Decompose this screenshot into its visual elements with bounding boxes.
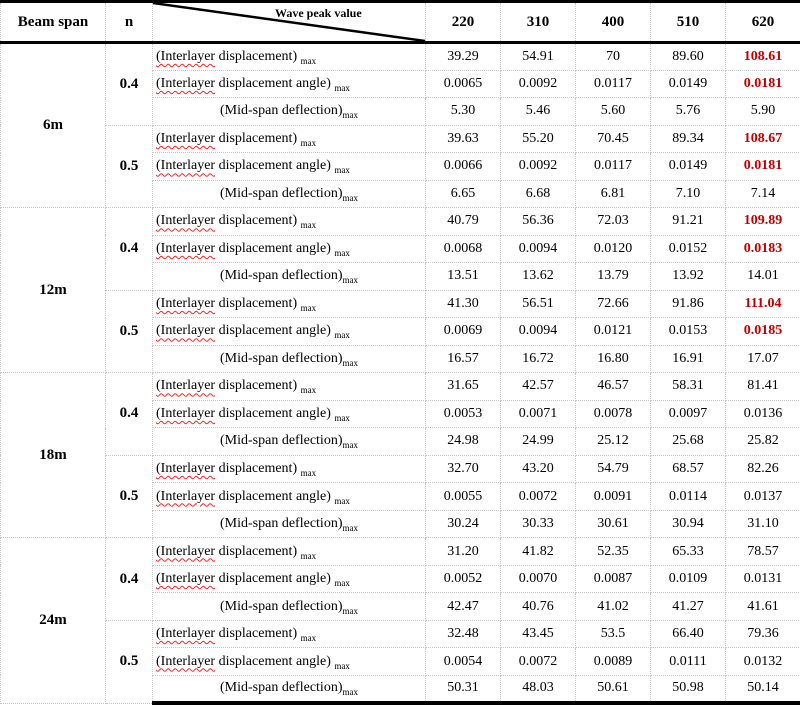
- metric-label-cell: (Interlayer displacement) $_{max}$: [153, 455, 426, 483]
- value-cell: 31.10: [726, 510, 800, 538]
- value-cell: 0.0181: [726, 70, 800, 98]
- value-cell: 5.60: [576, 98, 651, 126]
- value-cell: 41.27: [651, 593, 726, 621]
- metric-label-cell: (Interlayer displacement) $_{max}$: [153, 538, 426, 566]
- value-cell: 42.57: [501, 373, 576, 401]
- header-wave-220: 220: [426, 2, 501, 43]
- value-cell: 78.57: [726, 538, 800, 566]
- table-row: [1, 455, 800, 483]
- value-cell: 91.21: [651, 208, 726, 236]
- max-subscript: max: [342, 357, 358, 368]
- value-cell: 55.20: [501, 125, 576, 153]
- metric-label-cell: (Mid-span $deflection)_{max}$: [153, 428, 426, 456]
- value-cell: 30.61: [576, 510, 651, 538]
- value-cell: 0.0094: [501, 235, 576, 263]
- value-cell: 0.0153: [651, 318, 726, 346]
- max-subscript: max: [300, 550, 317, 561]
- n-value-cell: 0.4: [106, 373, 153, 456]
- metric-label-cell: (Interlayer displacement angle) $_{max}$: [153, 235, 426, 263]
- metric-label-cell: (Interlayer displacement angle) $_{max}$: [153, 70, 426, 98]
- value-cell: 43.45: [501, 620, 576, 648]
- value-cell: 16.80: [576, 345, 651, 373]
- value-cell: 54.79: [576, 455, 651, 483]
- value-cell: 0.0087: [576, 565, 651, 593]
- value-cell: 56.51: [501, 290, 576, 318]
- header-wave-peak-label: Wave peak value: [275, 6, 362, 20]
- metric-label-cell: (Interlayer displacement) $_{max}$: [153, 208, 426, 236]
- value-cell: 70.45: [576, 125, 651, 153]
- value-cell: 32.70: [426, 455, 501, 483]
- value-cell: 13.92: [651, 263, 726, 291]
- value-cell: 0.0132: [726, 648, 800, 676]
- max-subscript: max: [334, 495, 350, 506]
- max-subscript: max: [334, 82, 350, 93]
- value-cell: 7.10: [651, 180, 726, 208]
- metric-label-cell: (Interlayer displacement angle) $_{max}$: [153, 648, 426, 676]
- max-subscript: max: [342, 192, 358, 203]
- value-cell: 0.0097: [651, 400, 726, 428]
- max-subscript: max: [342, 275, 358, 286]
- value-cell: 0.0152: [651, 235, 726, 263]
- value-cell: 66.40: [651, 620, 726, 648]
- value-cell: 89.34: [651, 125, 726, 153]
- value-cell: 43.20: [501, 455, 576, 483]
- value-cell: 25.12: [576, 428, 651, 456]
- misspelled-word: (Interlayer: [156, 158, 216, 174]
- value-cell: 6.81: [576, 180, 651, 208]
- metric-label-cell: (Interlayer displacement) $_{max}$: [153, 290, 426, 318]
- misspelled-word: (Interlayer: [156, 130, 216, 146]
- value-cell: 0.0055: [426, 483, 501, 511]
- value-cell: 0.0072: [501, 483, 576, 511]
- metric-label-cell: (Interlayer displacement angle) $_{max}$: [153, 153, 426, 181]
- metric-label-cell: (Mid-span $deflection)_{max}$: [153, 98, 426, 126]
- value-cell: 41.30: [426, 290, 501, 318]
- max-subscript: max: [300, 137, 317, 148]
- value-cell: 108.61: [726, 43, 800, 71]
- value-cell: 25.68: [651, 428, 726, 456]
- table-row: [1, 373, 800, 401]
- header-wave-620: 620: [726, 2, 800, 43]
- value-cell: 41.82: [501, 538, 576, 566]
- header-beam-span: Beam span: [1, 2, 106, 43]
- misspelled-word: (Interlayer: [156, 543, 216, 559]
- value-cell: 42.47: [426, 593, 501, 621]
- value-cell: 0.0120: [576, 235, 651, 263]
- metric-label-cell: (Interlayer displacement) $_{max}$: [153, 620, 426, 648]
- value-cell: 0.0136: [726, 400, 800, 428]
- value-cell: 6.68: [501, 180, 576, 208]
- metric-label-cell: (Mid-span $deflection)_{max}$: [153, 345, 426, 373]
- misspelled-word: (Interlayer: [156, 213, 216, 229]
- max-subscript: max: [334, 577, 350, 588]
- metric-label-cell: (Interlayer displacement) $_{max}$: [153, 125, 426, 153]
- value-cell: 5.46: [501, 98, 576, 126]
- value-cell: 24.99: [501, 428, 576, 456]
- value-cell: 50.14: [726, 675, 800, 703]
- value-cell: 0.0109: [651, 565, 726, 593]
- value-cell: 24.98: [426, 428, 501, 456]
- value-cell: 0.0114: [651, 483, 726, 511]
- max-subscript: max: [334, 660, 350, 671]
- value-cell: 81.41: [726, 373, 800, 401]
- value-cell: 5.90: [726, 98, 800, 126]
- value-cell: 50.61: [576, 675, 651, 703]
- value-cell: 0.0052: [426, 565, 501, 593]
- value-cell: 41.02: [576, 593, 651, 621]
- value-cell: 31.65: [426, 373, 501, 401]
- value-cell: 0.0089: [576, 648, 651, 676]
- value-cell: 0.0149: [651, 153, 726, 181]
- header-wave-310: 310: [501, 2, 576, 43]
- value-cell: 0.0066: [426, 153, 501, 181]
- value-cell: 30.94: [651, 510, 726, 538]
- table-row: [1, 43, 800, 71]
- misspelled-word: (Interlayer: [156, 240, 216, 256]
- max-subscript: max: [342, 605, 358, 616]
- value-cell: 72.03: [576, 208, 651, 236]
- misspelled-word: (Interlayer: [156, 460, 216, 476]
- misspelled-word: (Interlayer: [156, 571, 216, 587]
- misspelled-word: (Interlayer: [156, 295, 216, 311]
- n-value-cell: 0.4: [106, 538, 153, 621]
- misspelled-word: (Interlayer: [156, 75, 216, 91]
- max-subscript: max: [300, 467, 317, 478]
- value-cell: 0.0149: [651, 70, 726, 98]
- value-cell: 32.48: [426, 620, 501, 648]
- value-cell: 82.26: [726, 455, 800, 483]
- value-cell: 0.0092: [501, 153, 576, 181]
- max-subscript: max: [334, 412, 350, 423]
- value-cell: 17.07: [726, 345, 800, 373]
- metric-label-cell: (Mid-span $deflection)_{max}$: [153, 510, 426, 538]
- metric-label-cell: (Interlayer displacement) $_{max}$: [153, 43, 426, 71]
- value-cell: 0.0053: [426, 400, 501, 428]
- value-cell: 6.65: [426, 180, 501, 208]
- metric-label-cell: (Interlayer displacement angle) $_{max}$: [153, 400, 426, 428]
- value-cell: 31.20: [426, 538, 501, 566]
- max-subscript: max: [300, 385, 317, 396]
- value-cell: 30.33: [501, 510, 576, 538]
- table-row: [1, 538, 800, 566]
- value-cell: 41.61: [726, 593, 800, 621]
- misspelled-word: (Interlayer: [156, 653, 216, 669]
- metric-label-cell: (Mid-span $deflection)_{max}$: [153, 180, 426, 208]
- value-cell: 0.0094: [501, 318, 576, 346]
- value-cell: 16.72: [501, 345, 576, 373]
- metric-label-cell: (Mid-span $deflection)_{max}$: [153, 675, 426, 703]
- value-cell: 5.76: [651, 98, 726, 126]
- beam-span-cell: 18m: [1, 373, 106, 538]
- value-cell: 39.29: [426, 43, 501, 71]
- value-cell: 111.04: [726, 290, 800, 318]
- n-value-cell: 0.5: [106, 290, 153, 373]
- value-cell: 0.0078: [576, 400, 651, 428]
- misspelled-word: (Interlayer: [156, 626, 216, 642]
- max-subscript: max: [334, 330, 350, 341]
- misspelled-word: (Interlayer: [156, 48, 216, 64]
- max-subscript: max: [342, 687, 358, 698]
- value-cell: 56.36: [501, 208, 576, 236]
- misspelled-word: (Interlayer: [156, 405, 216, 421]
- value-cell: 13.79: [576, 263, 651, 291]
- max-subscript: max: [300, 632, 317, 643]
- metric-label-cell: (Interlayer displacement) $_{max}$: [153, 373, 426, 401]
- table-body: [1, 43, 800, 704]
- value-cell: 25.82: [726, 428, 800, 456]
- table-row: [1, 290, 800, 318]
- max-subscript: max: [300, 220, 317, 231]
- value-cell: 70: [576, 43, 651, 71]
- metric-label-cell: (Mid-span $deflection)_{max}$: [153, 593, 426, 621]
- value-cell: 53.5: [576, 620, 651, 648]
- value-cell: 0.0091: [576, 483, 651, 511]
- value-cell: 16.91: [651, 345, 726, 373]
- value-cell: 0.0054: [426, 648, 501, 676]
- value-cell: 5.30: [426, 98, 501, 126]
- max-subscript: max: [342, 110, 358, 121]
- value-cell: 48.03: [501, 675, 576, 703]
- value-cell: 0.0117: [576, 153, 651, 181]
- value-cell: 89.60: [651, 43, 726, 71]
- value-cell: 0.0181: [726, 153, 800, 181]
- value-cell: 50.98: [651, 675, 726, 703]
- value-cell: 0.0185: [726, 318, 800, 346]
- value-cell: 0.0068: [426, 235, 501, 263]
- n-value-cell: 0.5: [106, 620, 153, 703]
- value-cell: 0.0069: [426, 318, 501, 346]
- value-cell: 72.66: [576, 290, 651, 318]
- max-subscript: max: [334, 247, 350, 258]
- n-value-cell: 0.4: [106, 208, 153, 291]
- table-row: [1, 620, 800, 648]
- misspelled-word: (Interlayer: [156, 488, 216, 504]
- max-subscript: max: [334, 165, 350, 176]
- value-cell: 50.31: [426, 675, 501, 703]
- beam-span-cell: 6m: [1, 43, 106, 208]
- value-cell: 65.33: [651, 538, 726, 566]
- n-value-cell: 0.5: [106, 455, 153, 538]
- value-cell: 0.0071: [501, 400, 576, 428]
- value-cell: 0.0121: [576, 318, 651, 346]
- value-cell: 0.0131: [726, 565, 800, 593]
- value-cell: 68.57: [651, 455, 726, 483]
- misspelled-word: (Interlayer: [156, 378, 216, 394]
- value-cell: 16.57: [426, 345, 501, 373]
- max-subscript: max: [300, 302, 317, 313]
- value-cell: 40.79: [426, 208, 501, 236]
- value-cell: 13.51: [426, 263, 501, 291]
- table-row: [1, 125, 800, 153]
- value-cell: 46.57: [576, 373, 651, 401]
- table-row: [1, 208, 800, 236]
- value-cell: 58.31: [651, 373, 726, 401]
- value-cell: 0.0072: [501, 648, 576, 676]
- value-cell: 0.0183: [726, 235, 800, 263]
- value-cell: 54.91: [501, 43, 576, 71]
- value-cell: 0.0117: [576, 70, 651, 98]
- metric-label-cell: (Interlayer displacement angle) $_{max}$: [153, 318, 426, 346]
- value-cell: 0.0092: [501, 70, 576, 98]
- n-value-cell: 0.5: [106, 125, 153, 208]
- value-cell: 109.89: [726, 208, 800, 236]
- n-value-cell: 0.4: [106, 43, 153, 126]
- value-cell: 0.0070: [501, 565, 576, 593]
- metric-label-cell: (Interlayer displacement angle) $_{max}$: [153, 565, 426, 593]
- max-subscript: max: [342, 522, 358, 533]
- max-subscript: max: [342, 440, 358, 451]
- value-cell: 7.14: [726, 180, 800, 208]
- header-n: n: [106, 2, 153, 43]
- header-row: [1, 2, 800, 43]
- value-cell: 39.63: [426, 125, 501, 153]
- value-cell: 0.0065: [426, 70, 501, 98]
- misspelled-word: (Interlayer: [156, 323, 216, 339]
- value-cell: 91.86: [651, 290, 726, 318]
- value-cell: 108.67: [726, 125, 800, 153]
- value-cell: 14.01: [726, 263, 800, 291]
- beam-span-cell: 24m: [1, 538, 106, 703]
- metric-label-cell: (Interlayer displacement angle) $_{max}$: [153, 483, 426, 511]
- value-cell: 40.76: [501, 593, 576, 621]
- beam-span-cell: 12m: [1, 208, 106, 373]
- value-cell: 0.0111: [651, 648, 726, 676]
- header-wave-400: 400: [576, 2, 651, 43]
- header-diagonal-cell: [153, 2, 426, 43]
- metric-label-cell: (Mid-span $deflection)_{max}$: [153, 263, 426, 291]
- header-wave-510: 510: [651, 2, 726, 43]
- max-subscript: max: [300, 55, 317, 66]
- value-cell: 79.36: [726, 620, 800, 648]
- value-cell: 30.24: [426, 510, 501, 538]
- value-cell: 0.0137: [726, 483, 800, 511]
- value-cell: 52.35: [576, 538, 651, 566]
- value-cell: 13.62: [501, 263, 576, 291]
